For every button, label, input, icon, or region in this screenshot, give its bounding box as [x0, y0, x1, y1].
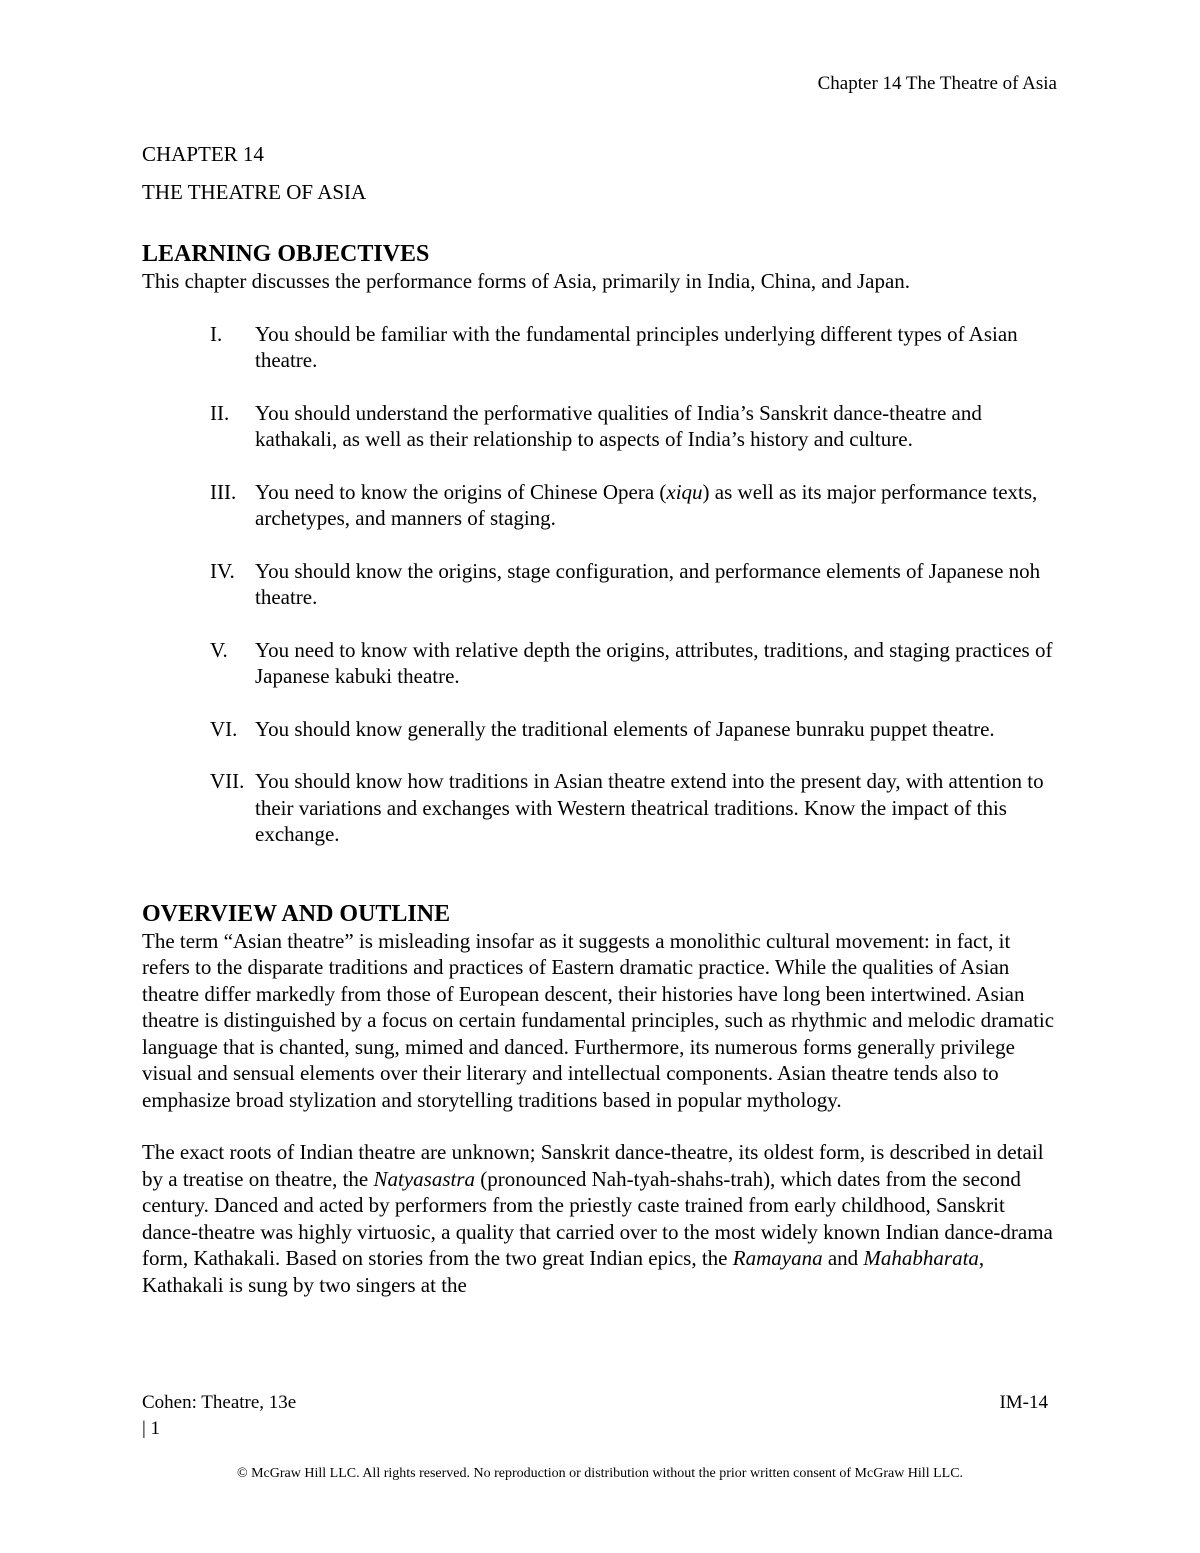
overview-paragraph-2 — [142, 1139, 1062, 1298]
objective-item — [142, 768, 1062, 848]
objective-numeral: VII. — [210, 769, 245, 793]
objective-item — [142, 558, 1062, 611]
footer-left — [142, 1390, 296, 1442]
objective-numeral: I. — [210, 321, 223, 346]
objective-text: You should understand the performative qualities of India’s Sanskrit dance-theatre and kathakali, as well as their relationship to aspects of India’s history and culture. — [255, 400, 982, 451]
footer-page-number: | 1 — [142, 1418, 161, 1439]
objective-numeral: III. — [210, 479, 237, 504]
objectives-list — [142, 321, 1062, 848]
objective-text-part: ) as well as its major performance texts, archetypes, and manners of staging. — [255, 479, 1038, 530]
objective-item — [142, 321, 1062, 374]
objective-numeral: II. — [210, 400, 230, 425]
objective-item — [142, 637, 1062, 690]
overview-paragraph-1: The term “Asian theatre” is misleading insofar as it suggests a monolithic cultural movement: in fact, it refers to the disparate traditions and practices of Eastern dramatic practice. While the qualities of Asian theatre differ markedly from those of European descent, their histories have long been intertwined. Asian theatre is distinguished by a focus on certain fundamental principles, such as rhythmic and melodic dramatic language that is chanted, sung, mimed and danced. Furthermore, its numerous forms generally privilege visual and sensual elements over their literary and intellectual components. Asian theatre tends also to emphasize broad stylization and storytelling traditions based in popular mythology. — [142, 928, 1055, 1112]
objective-text-part: You need to know the origins of Chinese Opera ( — [255, 479, 667, 504]
paragraph-text-part: The exact roots of Indian theatre are unknown; Sanskrit dance-theatre, its oldest form, is described in detail by a treatise on theatre, the — [142, 1140, 1044, 1191]
objective-text: You should know the origins, stage configuration, and performance elements of Japanese noh theatre. — [255, 558, 1041, 609]
objective-numeral: V. — [210, 637, 228, 662]
paragraph-text-part: (pronounced Nah-tyah-shahs-trah), which dates from the second century. Danced and acted by performers from the priestly caste trained from early childhood, Sanskrit dance-theatre was highly virtuosic, a quality that carried over to the most widely known Indian dance-drama form, Kathakali. Based on stories from the two great Indian epics, the — [142, 1166, 1053, 1270]
objective-numeral: IV. — [210, 558, 235, 583]
objective-item — [142, 716, 1062, 743]
objective-numeral: VI. — [210, 716, 238, 741]
objective-text — [255, 480, 1037, 531]
objective-text: You should know how traditions in Asian theatre extend into the present day, with attention to their variations and exchanges with Western theatrical traditions. Know the impact of this exchange. — [255, 769, 1044, 846]
paragraph-text-part: , Kathakali is sung by two singers at the — [142, 1246, 985, 1297]
italic-title-ramayana: Ramayana — [732, 1246, 823, 1270]
objective-text: You need to know with relative depth the origins, attributes, traditions, and staging practices of Japanese kabuki theatre. — [255, 637, 1053, 688]
chapter-title: THE THEATRE OF ASIA — [142, 180, 367, 204]
running-header: Chapter 14 The Theatre of Asia — [817, 73, 1057, 94]
footer-chapter-code: IM-14 — [999, 1392, 1048, 1413]
objective-item — [142, 400, 1062, 453]
objective-italic-term: xiqu — [666, 479, 703, 504]
objective-text: You should be familiar with the fundamental principles underlying different types of Asian theatre. — [255, 321, 1018, 372]
overview-heading: OVERVIEW AND OUTLINE — [142, 900, 451, 927]
chapter-number: CHAPTER 14 — [142, 142, 264, 166]
italic-title-mahabharata: Mahabharata — [863, 1246, 979, 1270]
learning-objectives-intro: This chapter discusses the performance forms of Asia, primarily in India, China, and Japan. — [142, 269, 911, 293]
objective-text: You should know generally the traditional elements of Japanese bunraku puppet theatre. — [255, 716, 995, 741]
paragraph-text-part: and — [822, 1246, 864, 1270]
learning-objectives-heading: LEARNING OBJECTIVES — [142, 241, 430, 267]
footer-book-title: Cohen: Theatre, 13e — [142, 1392, 297, 1413]
italic-title-natyasastra: Natyasastra — [373, 1166, 475, 1191]
objective-item — [142, 479, 1062, 532]
copyright-notice: © McGraw Hill LLC. All rights reserved. No reproduction or distribution without the prior written consent of McGraw Hill LLC. — [236, 1466, 964, 1481]
main-content — [142, 140, 1062, 1298]
